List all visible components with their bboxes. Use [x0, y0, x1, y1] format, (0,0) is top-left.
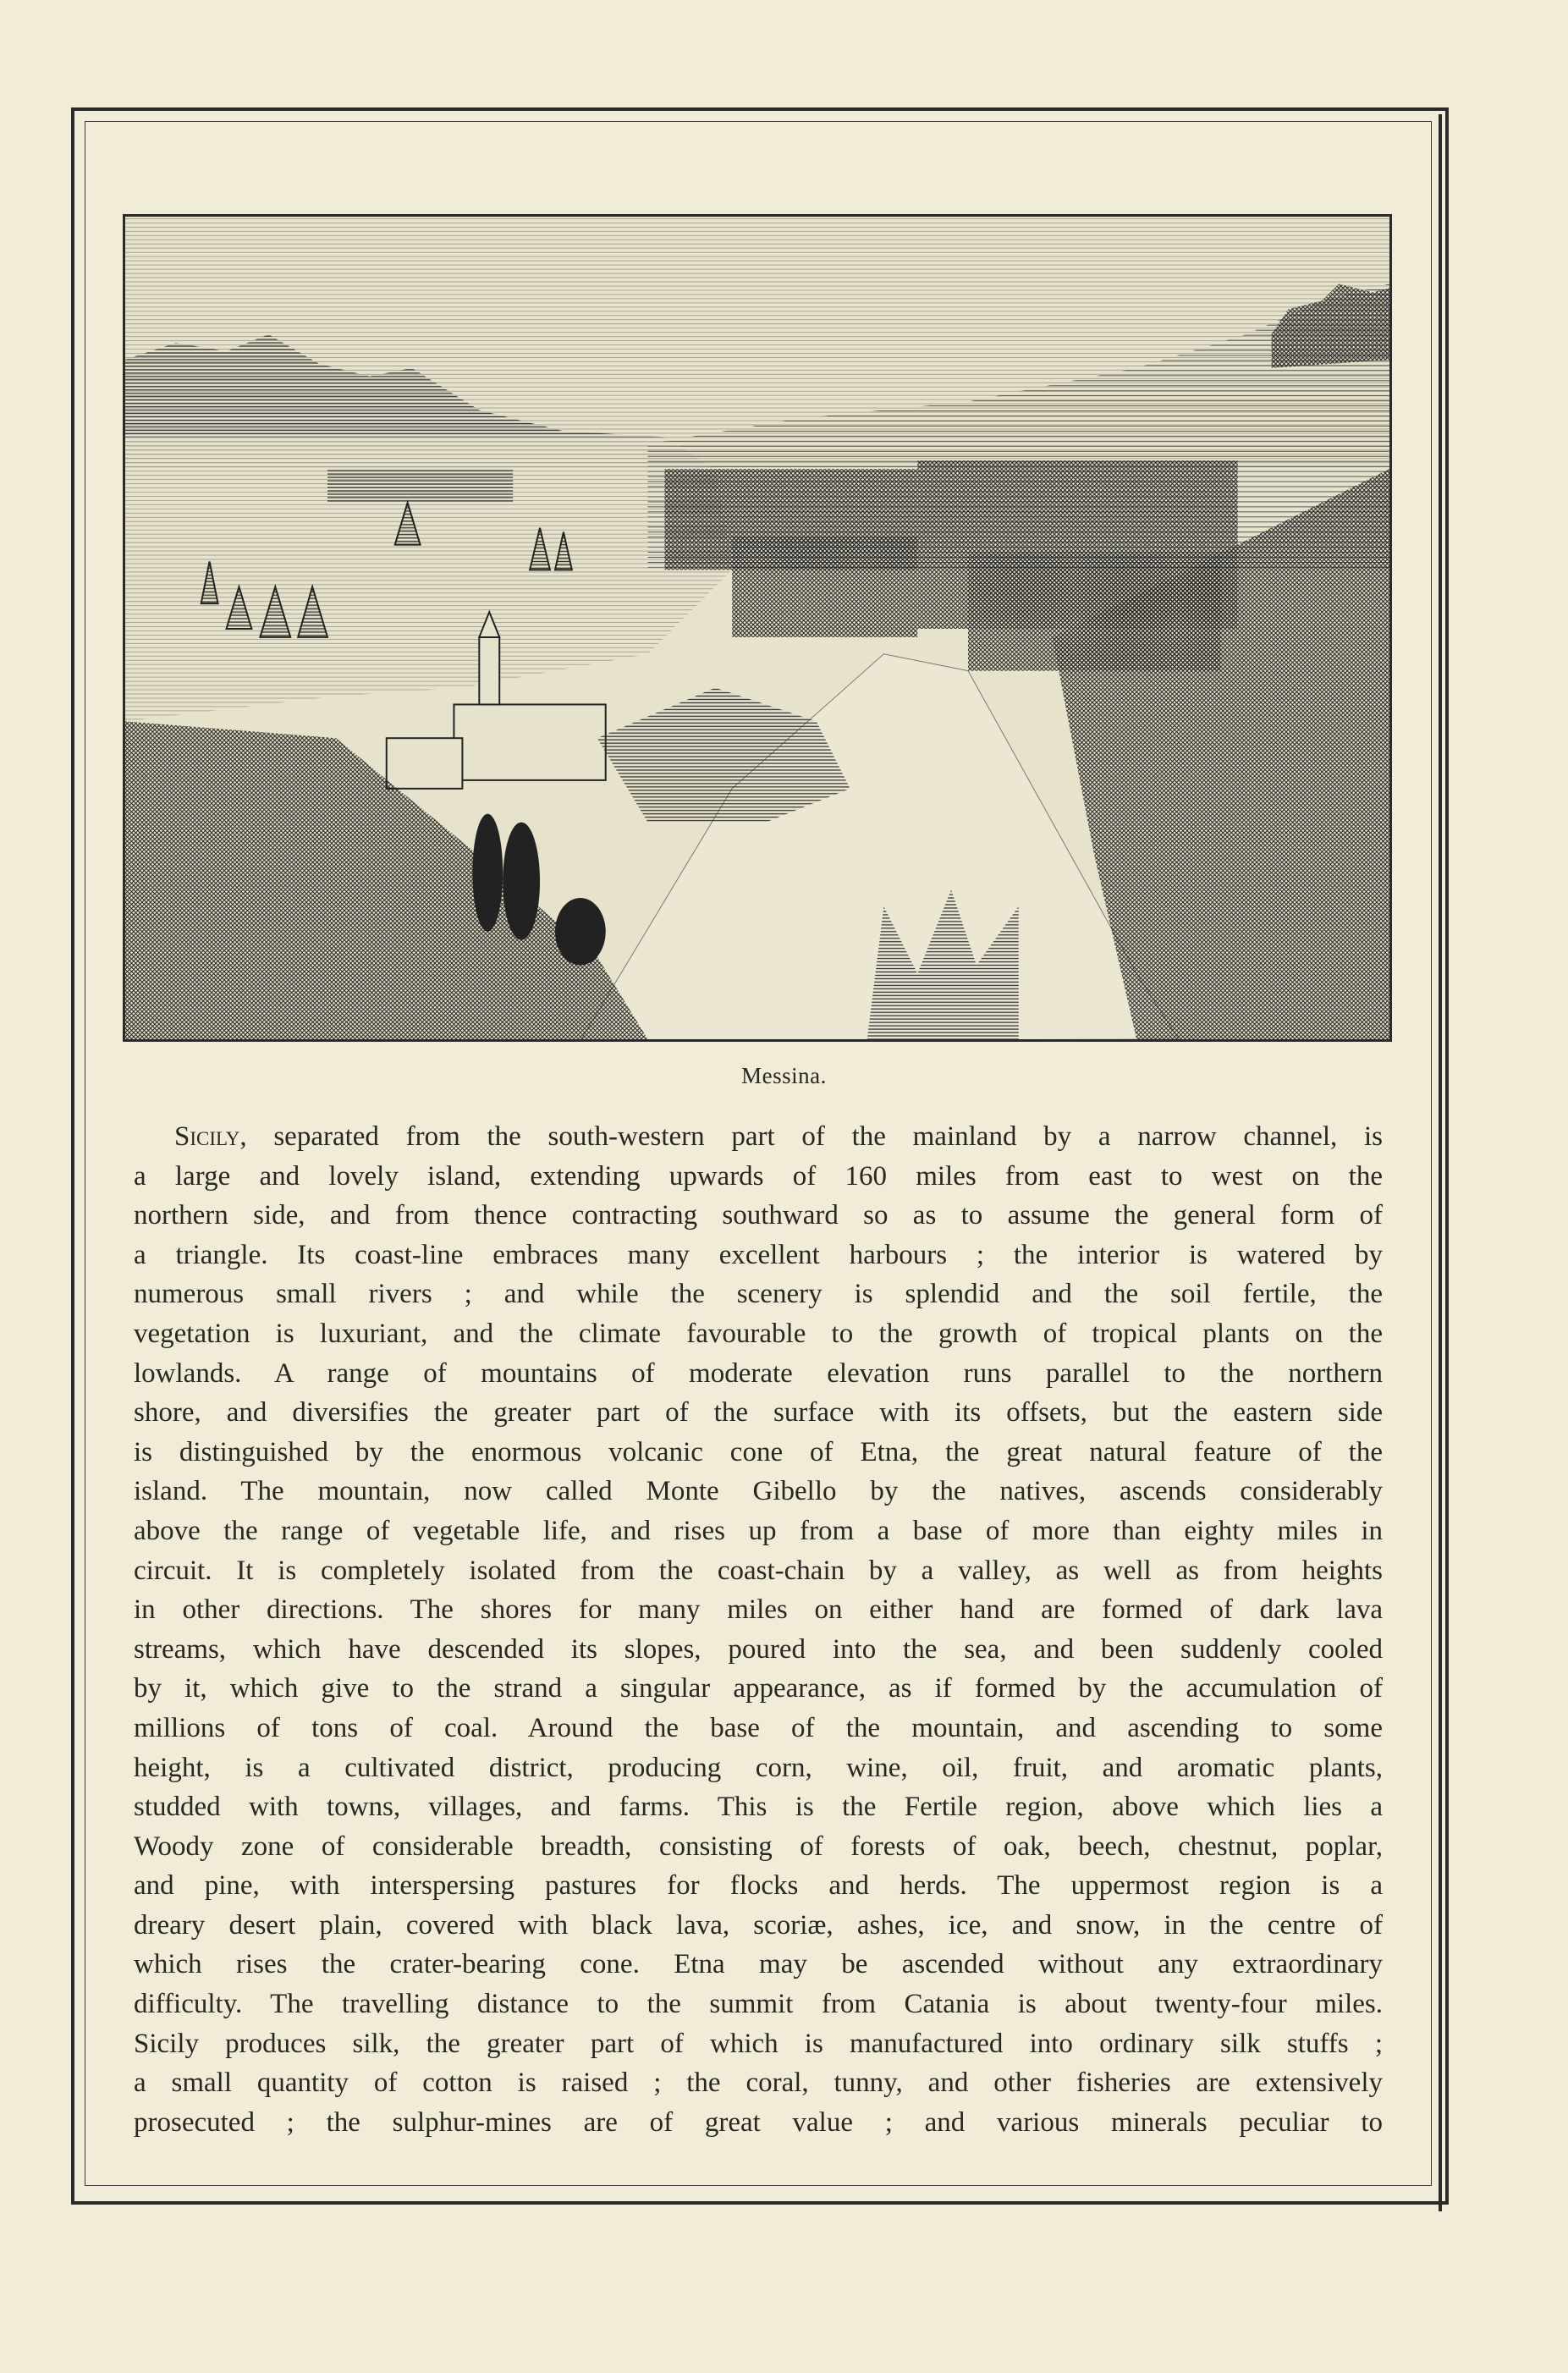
text-line: island. The mountain, now called Monte Gibello by the natives, ascends considerably: [134, 1476, 1383, 1507]
messina-engraving: [123, 214, 1392, 1042]
text-line: streams, which have descended its slopes, poured into the sea, and been suddenly cooled: [134, 1633, 1383, 1665]
text-line: is distinguished by the enormous volcanic cone of Etna, the great natural feature of the: [134, 1436, 1383, 1467]
text-line: dreary desert plain, covered with black lava, scoriæ, ashes, ice, and snow, in the centre of: [134, 1909, 1383, 1941]
border-shadow-bottom: [78, 2201, 1442, 2205]
text-line: a small quantity of cotton is raised ; the coral, tunny, and other fisheries are extensively: [134, 2067, 1383, 2099]
text-line: a triangle. Its coast-line embraces many excellent harbours ; the interior is watered by: [134, 1239, 1383, 1270]
text-line: a large and lovely island, extending upwards of 160 miles from east to west on the: [134, 1160, 1383, 1192]
text-line: northern side, and from thence contracting southward so as to assume the general form of: [134, 1200, 1383, 1231]
border-shadow-right: [1439, 114, 1442, 2211]
body-paragraph: [134, 1117, 1383, 2142]
text-line: Woody zone of considerable breadth, consisting of forests of oak, beech, chestnut, poplar,: [134, 1831, 1383, 1862]
trees-middle: [597, 688, 850, 823]
lead-word: Sicily,: [174, 1121, 247, 1152]
text-line: numerous small rivers ; and while the scenery is splendid and the soil fertile, the: [134, 1279, 1383, 1310]
text-line: in other directions. The shores for many miles on either hand are formed of dark lava: [134, 1594, 1383, 1626]
text-line: by it, which give to the strand a singular appearance, as if formed by the accumulation of: [134, 1673, 1383, 1704]
text-line: above the range of vegetable life, and rises up from a base of more than eighty miles in: [134, 1515, 1383, 1546]
text-line: which rises the crater-bearing cone. Etna may be ascended without any extraordinary: [134, 1949, 1383, 1980]
text-line: studded with towns, villages, and farms. This is the Fertile region, above which lies a: [134, 1792, 1383, 1823]
illustration-caption: Messina.: [741, 1063, 827, 1088]
text-line: prosecuted ; the sulphur-mines are of great value ; and various minerals peculiar to: [134, 2106, 1383, 2138]
text-line: millions of tons of coal. Around the base of the mountain, and ascending to some: [134, 1712, 1383, 1743]
text-line: shore, and diversifies the greater part of the surface with its offsets, but the eastern side: [134, 1397, 1383, 1429]
text-line: Sicily produces silk, the greater part of which is manufactured into ordinary silk stuffs ;: [134, 2028, 1383, 2059]
text-line: difficulty. The travelling distance to the summit from Catania is about twenty-four miles.: [134, 1989, 1383, 2020]
text-line: vegetation is luxuriant, and the climate favourable to the growth of tropical plants on the: [134, 1318, 1383, 1349]
engraving-image: [125, 217, 1389, 1039]
text-line: and pine, with interspersing pastures for flocks and herds. The uppermost region is a: [134, 1870, 1383, 1902]
text-line: Sicily, separated from the south-western part of the mainland by a narrow channel, is: [174, 1121, 1383, 1152]
text-line: lowlands. A range of mountains of moderate elevation runs parallel to the northern: [134, 1357, 1383, 1389]
harbour-buildings: [327, 469, 513, 503]
text-line: height, is a cultivated district, producing corn, wine, oil, fruit, and aromatic plants,: [134, 1752, 1383, 1783]
text-line: circuit. It is completely isolated from the coast-chain by a valley, as well as from heights: [134, 1555, 1383, 1586]
